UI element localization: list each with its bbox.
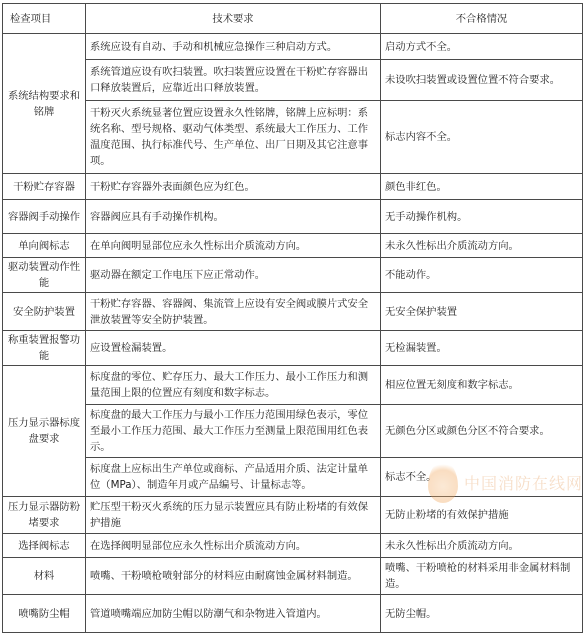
- item-cell: 干粉贮存容器: [3, 174, 86, 200]
- table-row: [3, 458, 583, 497]
- nonconformity-cell: 未设吹扫装置或设置位置不符合要求。: [381, 60, 583, 101]
- table-row: [3, 234, 583, 258]
- table-row: [3, 497, 583, 534]
- nonconformity-cell: 无防尘帽。: [381, 595, 583, 633]
- nonconformity-cell: 未永久性标出介质流动方向。: [381, 234, 583, 258]
- table-row: [3, 200, 583, 234]
- table-row: [3, 331, 583, 366]
- nonconformity-cell: 颜色非红色。: [381, 174, 583, 200]
- requirement-cell: 系统应设有自动、手动和机械应急操作三种启动方式。: [86, 34, 381, 60]
- item-cell: 压力显示器防粉堵要求: [3, 497, 86, 534]
- nonconformity-cell: 启动方式不全。: [381, 34, 583, 60]
- nonconformity-cell: 无颜色分区或颜色分区不符合要求。: [381, 405, 583, 458]
- table-row: [3, 101, 583, 174]
- requirement-cell: 在单向阀明显部位应永久性标出介质流动方向。: [86, 234, 381, 258]
- requirement-cell: 喷嘴、干粉喷枪喷射部分的材料应由耐腐蚀金属材料制造。: [86, 558, 381, 595]
- item-cell: 容器阀手动操作: [3, 200, 86, 234]
- table-row: [3, 366, 583, 405]
- requirement-cell: 标度盘的零位、贮存压力、最大工作压力、最小工作压力和测量范围上限的位置应有刻度和数字标志。: [86, 366, 381, 405]
- item-cell: 材料: [3, 558, 86, 595]
- watermark-text: 中国消防在线网: [464, 474, 584, 493]
- item-cell: 喷嘴防尘帽: [3, 595, 86, 633]
- nonconformity-cell: 无手动操作机构。: [381, 200, 583, 234]
- inspection-table: [2, 3, 583, 633]
- header-item: 检查项目: [3, 4, 86, 34]
- requirement-cell: 标度盘的最大工作压力与最小工作压力范围用绿色表示，零位至最小工作压力范围、最大工作压力至测量上限范围用红色表示。: [86, 405, 381, 458]
- nonconformity-cell: 无安全保护装置: [381, 293, 583, 331]
- header-nonconformity: 不合格情况: [381, 4, 583, 34]
- requirement-cell: 贮压型干粉灭火系统的压力显示装置应具有防止粉堵的有效保护措施: [86, 497, 381, 534]
- requirement-cell: 干粉贮存容器外表面颜色应为红色。: [86, 174, 381, 200]
- nonconformity-cell: 标志不全。: [381, 458, 583, 497]
- item-cell: 称重装置报警功能: [3, 331, 86, 366]
- item-cell: 系统结构要求和铭牌: [3, 34, 86, 174]
- table-header-row: [3, 4, 583, 34]
- table-row: [3, 174, 583, 200]
- requirement-cell: 系统管道应设有吹扫装置。吹扫装置应设置在干粉贮存容器出口释放装置后，应靠近出口释放装置。: [86, 60, 381, 101]
- item-cell: 选择阀标志: [3, 534, 86, 558]
- requirement-cell: 在选择阀明显部位应永久性标出介质流动方向。: [86, 534, 381, 558]
- requirement-cell: 干粉贮存容器、容器阀、集流管上应设有安全阀或膜片式安全泄放装置等安全防护装置。: [86, 293, 381, 331]
- nonconformity-cell: 喷嘴、干粉喷枪的材料采用非金属材料制造。: [381, 558, 583, 595]
- table-row: [3, 34, 583, 60]
- nonconformity-cell: 无检漏装置。: [381, 331, 583, 366]
- item-cell: 驱动装置动作性能: [3, 258, 86, 293]
- table-row: [3, 595, 583, 633]
- table-row: [3, 60, 583, 101]
- table-row: [3, 258, 583, 293]
- item-cell: 压力显示器标度盘要求: [3, 366, 86, 497]
- table-row: [3, 534, 583, 558]
- header-requirement: 技术要求: [86, 4, 381, 34]
- table-row: [3, 293, 583, 331]
- requirement-cell: 容器阀应具有手动操作机构。: [86, 200, 381, 234]
- item-cell: 安全防护装置: [3, 293, 86, 331]
- table-row: [3, 558, 583, 595]
- nonconformity-cell: 无防止粉堵的有效保护措施: [381, 497, 583, 534]
- requirement-cell: 标度盘上应标出生产单位或商标、产品适用介质、法定计量单位（MPa）、制造年月或产品编号、计量标志等。: [86, 458, 381, 497]
- requirement-cell: 应设置检漏装置。: [86, 331, 381, 366]
- item-cell: 单向阀标志: [3, 234, 86, 258]
- requirement-cell: 驱动器在额定工作电压下应正常动作。: [86, 258, 381, 293]
- requirement-cell: 管道喷嘴端应加防尘帽以防潮气和杂物进入管道内。: [86, 595, 381, 633]
- requirement-cell: 干粉灭火系统显著位置应设置永久性铭牌，铭牌上应标明：系统名称、型号规格、驱动气体类型、系统最大工作压力、工作温度范围、执行标准代号、生产单位、出厂日期及其它注意事项。: [86, 101, 381, 174]
- nonconformity-cell: 未永久性标出介质流动方向。: [381, 534, 583, 558]
- nonconformity-cell: 不能动作。: [381, 258, 583, 293]
- table-row: [3, 405, 583, 458]
- nonconformity-cell: 标志内容不全。: [381, 101, 583, 174]
- nonconformity-cell: 相应位置无刻度和数字标志。: [381, 366, 583, 405]
